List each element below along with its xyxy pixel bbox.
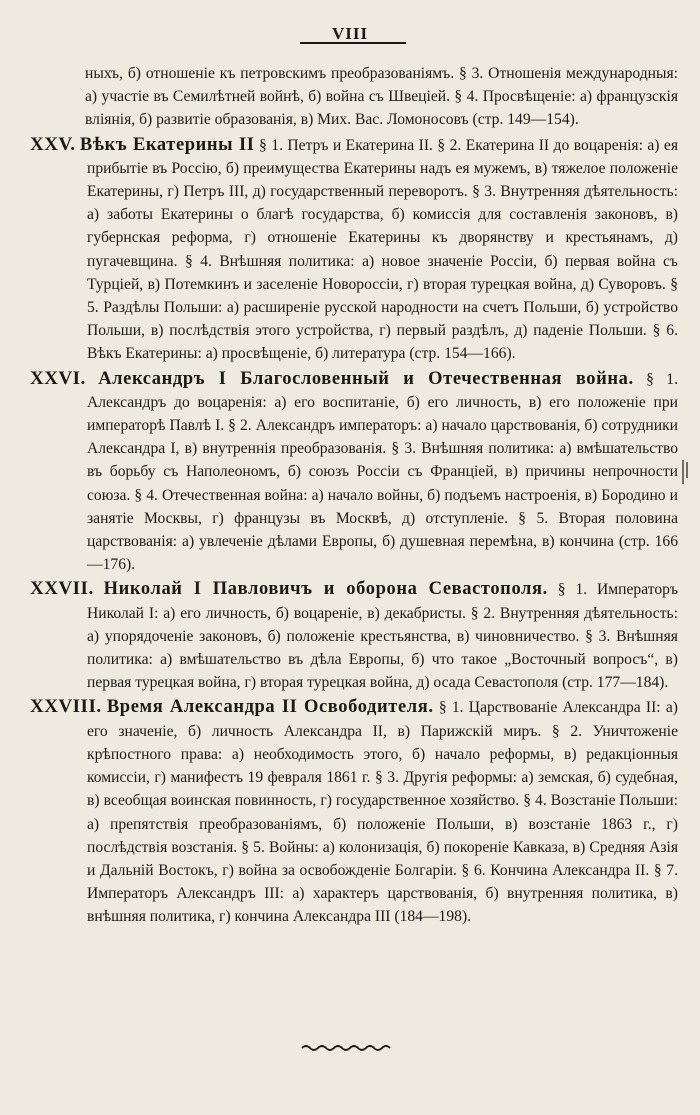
chapter-title: Вѣкъ Екатерины II xyxy=(79,134,255,155)
chapter-27 xyxy=(30,577,678,694)
intro-paragraph: ныхъ, б) отношеніе къ петровскимъ преобразованіямъ. § 3. Отношенія международныя: а) участіе въ Семилѣтней войнѣ, б) война съ Швеціей. § 4. Просвѣщеніе: а) французскія вліянія, б) развитіе образованія, в) Мих. Вас. Ломоносовъ (стр. 149—154). xyxy=(85,65,678,129)
chapter-28 xyxy=(30,695,678,928)
chapter-contents: § 1. Петръ и Екатерина II. § 2. Екатерина II до воцаренія: а) ея прибытіе въ Россію, б) преимущества Екатерины надъ ея мужемъ, в) тяжелое положеніе Екатерины, г) Петръ III, д) государственный переворотъ. § 3. Внутренняя дѣятельность: а) заботы Екатерины о благѣ государства, б) комиссія для составленія законовъ, в) губернская реформа, г) отношеніе Екатерины къ дворянству и крестьянамъ, д) пугачевщина. § 4. Внѣшняя политика: а) новое значеніе Россіи, б) первая война съ Турціей, в) Потемкинъ и заселеніе Новороссіи, г) вторая турецкая война, д) Суворовъ. § 5. Раздѣлы Польши: а) расширеніе русской народности на счетъ Польши, б) устройство Польши, в) послѣдствія этого устройства, г) первый раздѣлъ, д) паденіе Польши. § 6. Вѣкъ Екатерины: а) просвѣщеніе, б) литература (стр. 154—166). xyxy=(87,136,678,363)
chapter-number: XXVI. xyxy=(30,367,86,389)
chapter-contents: § 1. Александръ до воцаренія: а) его воспитаніе, б) его личность, в) его положеніе при императорѣ Павлѣ I. § 2. Александръ императоръ: а) начало царствованія, б) сотрудники Александра I, в) внутреннія преобразованія. § 3. Внѣшняя политика: а) вмѣшательство въ борьбу съ Наполеономъ, б) союзъ Россіи съ Франціей, в) причины непрочности союза. § 4. Отечественная война: а) начало войны, б) подъемъ настроенія, в) Бородино и занятіе Москвы, г) французы въ Москвѣ, д) отступленіе. § 5. Вторая половина царствованія: а) увлеченіе дѣлами Европы, б) душевная перемѣна, в) кончина (стр. 166—176). xyxy=(87,370,678,574)
margin-mark xyxy=(680,458,690,486)
chapter-25 xyxy=(30,133,678,366)
chapter-number: XXVII. xyxy=(30,578,94,600)
chapter-contents: § 1. Царствованіе Александра II: а) его значеніе, б) личность Александра II, в) Парижскій миръ. § 2. Уничтоженіе крѣпостного права: а) необходимость этого, б) начало реформы, в) редакціонныя комиссіи, г) манифестъ 19 февраля 1861 г. § 3. Другія реформы: а) земская, б) судебная, в) всеобщая воинская повинность, г) государственное хозяйство. § 4. Возстаніе Польши: а) препятствія преобразованіямъ, б) положеніе Польши, в) возстаніе 1863 г., г) послѣдствія возстанія. § 5. Войны: а) колонизація, б) покореніе Кавказа, в) Средняя Азія и Дальній Востокъ, г) война за освобожденіе Болгаріи. § 6. Кончина Александра II. § 7. Императоръ Александръ III: а) характеръ царствованія, б) внутренняя политика, в) внѣшняя политика, г) кончина Александра III (184—198). xyxy=(87,699,678,926)
chapter-number: XXVIII. xyxy=(30,696,102,718)
chapter-26 xyxy=(30,367,678,577)
folio-rule xyxy=(300,42,406,44)
chapter-title: Николай I Павловичъ и оборона Севастополя. xyxy=(103,579,548,600)
table-of-contents xyxy=(30,62,678,929)
chapter-title: Время Александра II Освободителя. xyxy=(106,697,434,718)
chapter-number: XXV. xyxy=(30,133,76,155)
chapter-title: Александръ I Благословенный и Отечественная война. xyxy=(98,368,634,389)
end-ornament xyxy=(300,1042,392,1054)
page-folio: VIII xyxy=(331,24,369,43)
chapter-contents: § 1. Императоръ Николай I: а) его личность, б) воцареніе, в) декабристы. § 2. Внутренняя дѣятельность: а) упорядоченіе законовъ, б) положеніе крестьянства, в) чиновничество. § 3. Внѣшняя политика: а) вмѣшательство въ дѣла Европы, б) что такое „Восточный вопросъ“, в) первая турецкая война, г) вторая турецкая война, д) осада Севастополя (стр. 177—184). xyxy=(87,581,679,692)
